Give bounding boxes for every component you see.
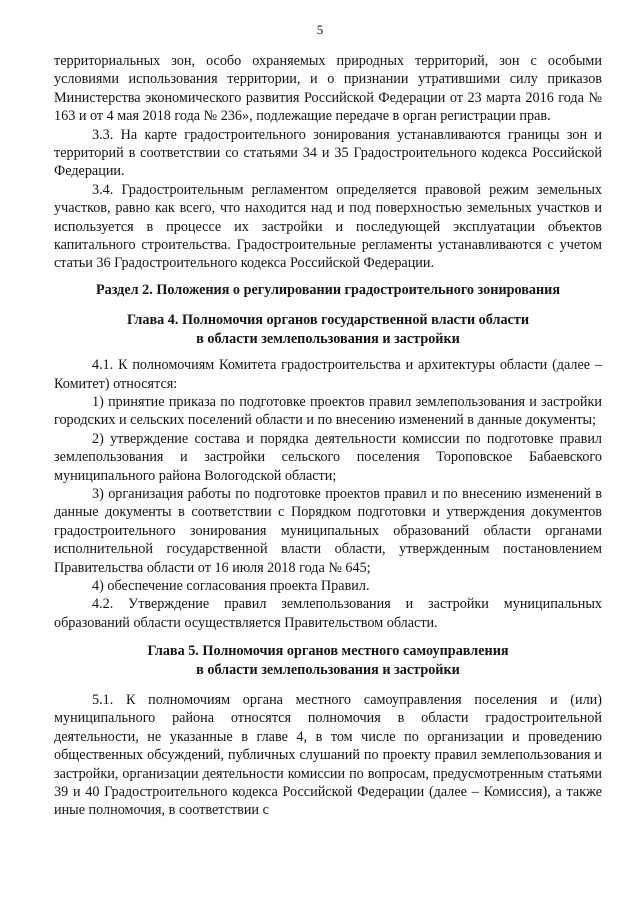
paragraph: 5.1. К полномочиям органа местного самоуправления поселения и (или) муниципального района относятся полномочия в области градостроительной деятельности, не указанные в главе 4, в том числе по организации и проведению общественных обсуждений, публичных слушаний по проекту правил землепользования и застройки, организации деятельности комиссии по вопросам, предусмотренным статьями 39 и 40 Градостроительного кодекса Российской Федерации (далее – Комиссия), а также иные полномочия, в соответствии с bbox=[54, 692, 602, 819]
heading-line: в области землепользования и застройки bbox=[196, 330, 460, 347]
paragraph: 3.4. Градостроительным регламентом определяется правовой режим земельных участков, равно как всего, что находится над и под поверхностью земельных участков и используется в процессе их застройки и последующей эксплуатации объектов капитального строительства. Градостроительные регламенты устанавливаются с учетом статьи 36 Градостроительного кодекса Российской Федерации. bbox=[54, 181, 602, 272]
section-heading bbox=[54, 311, 602, 348]
paragraph: 4) обеспечение согласования проекта Правил. bbox=[92, 577, 370, 594]
paragraph: 4.1. К полномочиям Комитета градостроительства и архитектуры области (далее – Комитет) относятся: bbox=[54, 357, 602, 392]
paragraph: территориальных зон, особо охраняемых природных территорий, зон с особыми условиями использования территории, и о признании утратившими силу приказов Министерства экономического развития Российской Федерации от 23 марта 2016 года № 163 и от 4 мая 2018 года № 236», подлежащие передаче в орган регистрации прав. bbox=[54, 53, 602, 125]
heading-line: Глава 5. Полномочия органов местного самоуправления bbox=[147, 643, 509, 660]
heading-line: Глава 4. Полномочия органов государственной власти области bbox=[127, 312, 529, 329]
heading-line: в области землепользования и застройки bbox=[196, 661, 460, 678]
paragraph: 1) принятие приказа по подготовке проектов правил землепользования и застройки городских и сельских поселений области и по внесению изменений в данные документы; bbox=[54, 393, 602, 429]
paragraph: 2) утверждение состава и порядка деятельности комиссии по подготовке правил землепользования и застройки сельского поселения Тороповское Бабаевского муниципального района Вологодской области; bbox=[54, 430, 602, 484]
heading-line: Раздел 2. Положения о регулировании градостроительного зонирования bbox=[95, 281, 561, 298]
section-heading bbox=[54, 642, 602, 679]
section-heading bbox=[54, 281, 602, 299]
page-number: 5 bbox=[316, 22, 324, 37]
paragraph: 3.3. На карте градостроительного зонирования устанавливаются границы зон и территорий в соответствии со статьями 34 и 35 Градостроительного кодекса Российской Федерации. bbox=[54, 126, 602, 180]
paragraph: 3) организация работы по подготовке проектов правил и по внесению изменений в данные документы в соответствии с Порядком подготовки и утверждения документов градостроительного зонирования муниципальных образований области органами исполнительной государственной власти области, утвержденным постановлением Правительства области от 16 июля 2018 года № 645; bbox=[54, 485, 602, 576]
paragraph: 4.2. Утверждение правил землепользования и застройки муниципальных образований области осуществляется Правительством области. bbox=[54, 596, 602, 631]
document-body bbox=[54, 52, 602, 820]
